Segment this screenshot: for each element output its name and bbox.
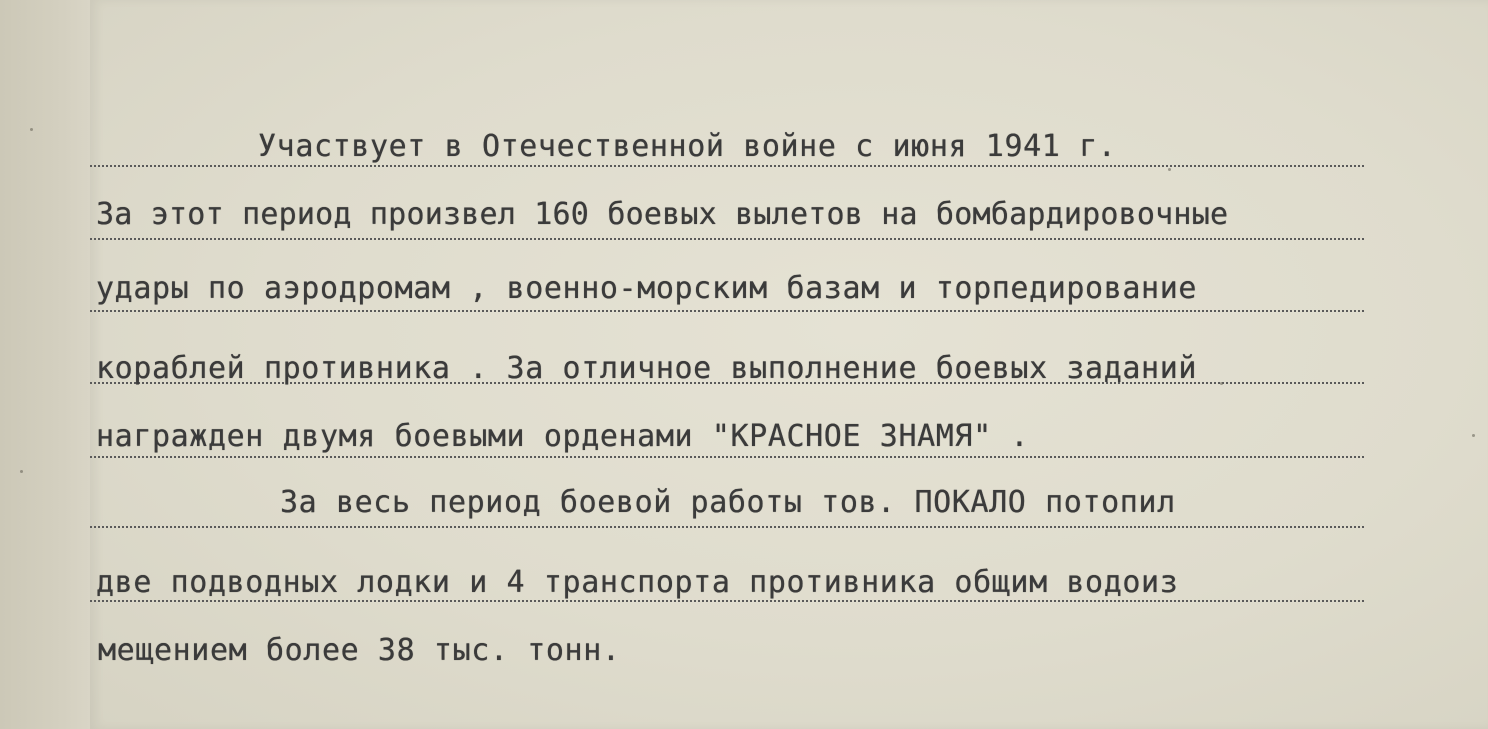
- text-line-1: Участвует в Отечественной войне с июня 1941 г.: [258, 129, 1117, 164]
- paper-speck: [20, 470, 23, 473]
- text-line-8: мещением более 38 тыс. тонн.: [98, 633, 621, 668]
- text-line-7: две подводных лодки и 4 транспорта противника общим водоиз: [96, 565, 1179, 600]
- text-line-3: удары по аэродромам , военно-морским базам и торпедирование: [96, 271, 1198, 306]
- text-line-2: За этот период произвел 160 боевых вылетов на бомбардировочные: [96, 197, 1229, 232]
- paper-speck: [1220, 382, 1223, 385]
- scan-margin: [0, 0, 90, 729]
- text-line-4: кораблей противника . За отличное выполнение боевых заданий: [96, 351, 1198, 386]
- paper-speck: [1472, 434, 1475, 437]
- paper-speck: [30, 128, 33, 131]
- paper-speck: [1168, 168, 1171, 171]
- text-line-6: За весь период боевой работы тов. ПОКАЛО потопил: [280, 485, 1176, 520]
- text-line-5: награжден двумя боевыми орденами "КРАСНОЕ ЗНАМЯ" .: [96, 419, 1030, 454]
